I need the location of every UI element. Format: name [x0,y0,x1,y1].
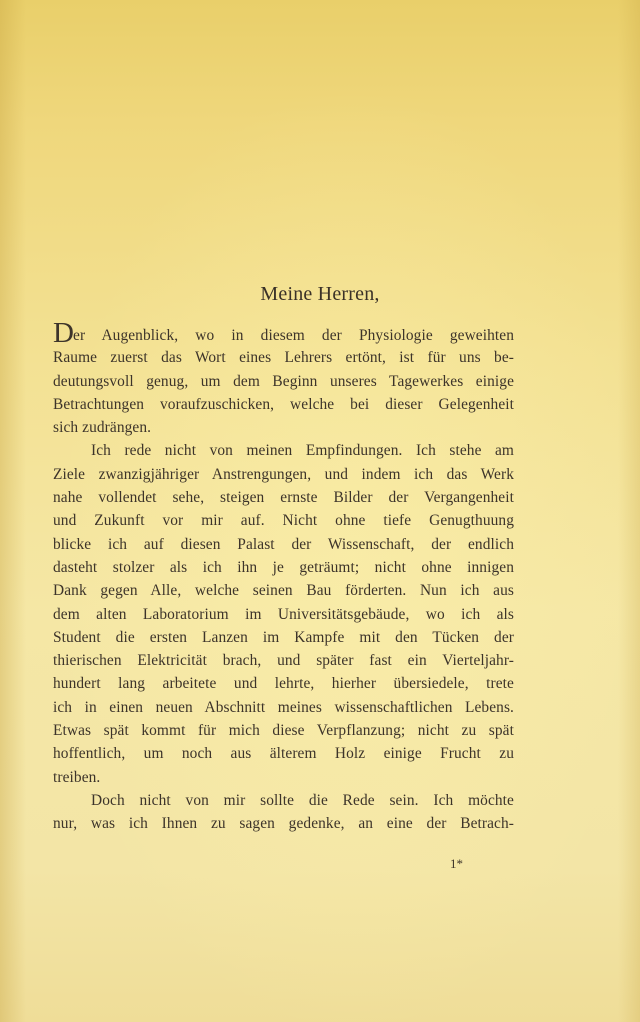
text-line [53,509,514,532]
text-line-content: Etwas spät kommt für mich diese Verpflanzung; nicht zu spät [53,722,514,740]
text-line-content: treiben. [53,768,101,786]
text-line-content: dasteht stolzer als ich ihn je geträumt; nicht ohne innigen [53,558,514,576]
text-line-content: hundert lang arbeitete und lehrte, hierher übersiedele, trete [53,675,514,693]
text-line [53,370,514,393]
text-line-content: sich zudrängen. [53,419,152,437]
text-line [53,672,514,695]
text-line [53,556,514,579]
text-line [53,696,514,719]
page-left-edge-shadow [0,0,26,1022]
text-line [53,579,514,602]
text-line-content: blicke ich auf diesen Palast der Wissenschaft, der endlich [53,535,514,553]
text-line [53,346,514,369]
text-line [53,626,514,649]
text-line [53,649,514,672]
text-line [53,439,514,462]
text-line [53,766,514,789]
text-line [53,812,514,835]
text-line-content: er Augenblick, wo in diesem der Physiologie geweihten [73,327,514,344]
text-line [53,719,514,742]
text-line [53,533,514,556]
page-heading: Meine Herren, [260,283,380,305]
text-line-content: Dank gegen Alle, welche seinen Bau förderten. Nun ich aus [53,582,514,600]
page-right-edge-shadow [618,0,640,1022]
text-line [53,486,514,509]
text-line-content: Ich rede nicht von meinen Empfindungen. Ich stehe am [91,442,514,460]
text-line [53,393,514,416]
body-text [53,323,514,836]
text-line [53,789,514,812]
text-line-content: Student die ersten Lanzen im Kampfe mit den Tücken der [53,628,514,646]
text-line [53,603,514,626]
text-line-content: deutungsvoll genug, um dem Beginn unseres Tagewerkes einige [53,372,514,390]
drop-cap: D [53,323,75,347]
text-line-content: Betrachtungen voraufzuschicken, welche bei dieser Gelegenheit [53,395,514,413]
text-line [53,416,514,439]
text-line [53,323,514,346]
text-line-content: nahe vollendet sehe, steigen ernste Bilder der Vergangenheit [53,489,514,507]
text-line-content: thierischen Elektricität brach, und später fast ein Vierteljahr- [53,652,514,670]
text-line-content: Ziele zwanzigjähriger Anstrengungen, und indem ich das Werk [53,465,514,483]
text-line-content: Doch nicht von mir sollte die Rede sein. Ich möchte [91,791,514,809]
text-line-content: Raume zuerst das Wort eines Lehrers ertönt, ist für uns be- [53,349,514,367]
text-line-content: ich in einen neuen Abschnitt meines wissenschaftlichen Lebens. [53,698,514,716]
text-line-content: nur, was ich Ihnen zu sagen gedenke, an eine der Betrach- [53,815,514,833]
signature-mark: 1* [450,856,463,871]
text-line-content: dem alten Laboratorium im Universitätsgebäude, wo ich als [53,605,514,623]
text-line [53,463,514,486]
text-line [53,742,514,765]
text-line-content: hoffentlich, um noch aus älterem Holz einige Frucht zu [53,745,514,763]
text-line-content: und Zukunft vor mir auf. Nicht ohne tiefe Genugthuung [53,512,514,530]
